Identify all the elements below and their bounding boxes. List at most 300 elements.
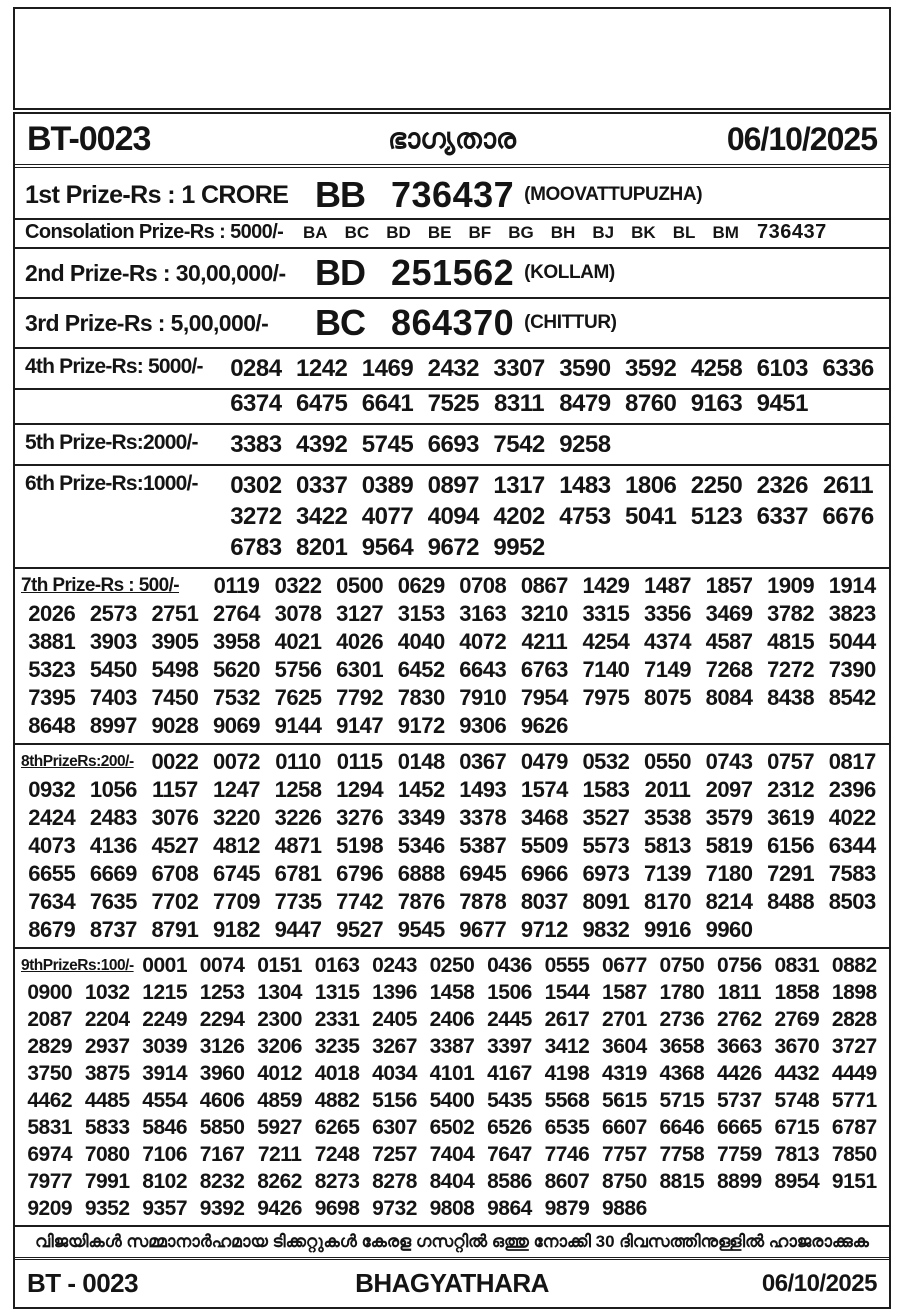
number-cell: 5044 (828, 629, 876, 654)
number-cell: 7395 (28, 685, 76, 710)
number-cell: 8438 (767, 685, 815, 710)
number-cell: 0074 (199, 954, 245, 977)
fifth-prize-label: 5th Prize-Rs:2000/- (25, 431, 198, 454)
number-cell: 2331 (314, 1008, 360, 1031)
number-cell: 7910 (459, 685, 507, 710)
footer-date: 06/10/2025 (761, 1269, 877, 1297)
number-cell: 0389 (361, 472, 414, 499)
number-cell: 2312 (767, 777, 815, 802)
number-cell: 3658 (659, 1035, 705, 1058)
number-cell: 6475 (296, 390, 348, 417)
number-row (21, 684, 883, 712)
number-cell: 3960 (199, 1062, 245, 1085)
number-cell: 1483 (559, 472, 611, 499)
number-cell: BJ (592, 222, 615, 242)
number-cell: 8899 (716, 1170, 762, 1193)
number-cell: 9144 (274, 713, 322, 738)
number-cell: 0532 (582, 749, 630, 774)
number-cell: 5123 (690, 503, 743, 530)
number-cell: 7404 (429, 1143, 475, 1166)
number-cell: 6265 (314, 1116, 360, 1139)
number-cell: 7403 (89, 685, 137, 710)
number-cell: 1469 (361, 355, 414, 382)
number-cell: 0151 (257, 954, 302, 977)
number-cell: 9357 (142, 1197, 188, 1220)
footer-draw-code: BT - 0023 (27, 1268, 139, 1298)
number-cell: 8737 (89, 917, 137, 942)
second-prize-label: 2nd Prize-Rs : 30,00,000/- (25, 259, 286, 286)
eighth-prize-section (15, 745, 889, 949)
number-cell: BD (386, 222, 411, 242)
fourth-prize-label: 4th Prize-Rs: 5000/- (25, 355, 203, 378)
number-cell: 0500 (336, 573, 384, 598)
number-row (21, 1168, 883, 1195)
number-cell: 3039 (142, 1035, 188, 1058)
number-cell: 1258 (274, 777, 322, 802)
number-cell: 0250 (429, 954, 475, 977)
number-cell: 9447 (274, 917, 322, 942)
result-table (13, 112, 891, 1309)
number-cell: 9209 (27, 1197, 73, 1220)
number-cell: 1811 (717, 981, 762, 1004)
number-row (21, 832, 883, 860)
number-cell: 0897 (427, 472, 479, 499)
number-cell: 4815 (767, 629, 815, 654)
number-cell: 6641 (361, 390, 414, 417)
first-prize-location: (MOOVATTUPUZHA) (524, 184, 703, 205)
number-cell: 7792 (336, 685, 384, 710)
number-cell: 7991 (84, 1170, 130, 1193)
number-cell: 5450 (89, 657, 137, 682)
number-cell: 3905 (151, 629, 199, 654)
number-cell: 7149 (644, 657, 691, 682)
number-cell: 2406 (429, 1008, 475, 1031)
number-cell: 7291 (767, 861, 815, 886)
first-prize-label: 1st Prize-Rs : 1 CRORE (25, 180, 289, 209)
number-cell: 1506 (487, 981, 532, 1004)
number-cell: BA (303, 222, 328, 242)
number-cell: 3727 (831, 1035, 877, 1058)
number-cell: 0302 (230, 472, 282, 499)
third-prize-series: BC (315, 302, 365, 343)
number-cell: 1396 (372, 981, 417, 1004)
number-cell: 1056 (89, 777, 137, 802)
number-cell: 4258 (690, 355, 743, 382)
number-cell: 9352 (84, 1197, 130, 1220)
number-cell: 1909 (767, 573, 815, 598)
number-cell: 3750 (27, 1062, 73, 1085)
number-row (21, 952, 883, 979)
number-cell: 7830 (397, 685, 445, 710)
number-cell: 5756 (274, 657, 322, 682)
number-cell: 7634 (28, 889, 76, 914)
number-cell: 3206 (257, 1035, 302, 1058)
number-cell: 7139 (644, 861, 691, 886)
number-cell: 1294 (336, 777, 384, 802)
number-cell: 6796 (336, 861, 384, 886)
number-cell: 7583 (828, 861, 876, 886)
number-cell: 6693 (427, 431, 479, 458)
number-cell: 4812 (213, 833, 260, 858)
number-cell: 1304 (257, 981, 302, 1004)
number-cell: 7625 (274, 685, 322, 710)
number-cell: 0817 (828, 749, 876, 774)
number-cell: 8262 (257, 1170, 302, 1193)
number-cell: 8075 (644, 685, 691, 710)
number-cell: 5850 (199, 1116, 245, 1139)
number-cell: 6787 (831, 1116, 877, 1139)
number-cell: 6452 (397, 657, 445, 682)
number-cell: BH (550, 222, 576, 242)
number-cell: 0284 (230, 355, 282, 382)
number-cell: 9172 (397, 713, 445, 738)
number-cell: 7211 (257, 1143, 302, 1166)
first-prize-row (15, 168, 889, 220)
number-cell: 6301 (336, 657, 384, 682)
number-cell: 9182 (213, 917, 260, 942)
number-cell: 5715 (659, 1089, 705, 1112)
number-cell: 1315 (314, 981, 360, 1004)
number-row (21, 888, 883, 916)
number-cell: 8102 (142, 1170, 188, 1193)
number-cell: 2829 (27, 1035, 73, 1058)
number-cell: 9564 (361, 534, 414, 561)
number-cell: 0367 (459, 749, 507, 774)
number-cell: 3383 (230, 431, 282, 458)
second-prize-number: 251562 (391, 252, 515, 293)
seventh-prize-label: 7th Prize-Rs : 500/- (21, 575, 179, 596)
consolation-prize-row (15, 220, 889, 249)
number-cell: 0555 (544, 954, 590, 977)
number-cell: 7850 (831, 1143, 877, 1166)
number-cell: 9672 (427, 534, 479, 561)
number-cell: 0757 (767, 749, 815, 774)
number-cell: 7977 (27, 1170, 73, 1193)
number-cell: 1247 (213, 777, 260, 802)
number-cell: 3881 (28, 629, 76, 654)
ninth-prize-section (15, 949, 889, 1227)
number-cell: 2762 (716, 1008, 762, 1031)
number-cell: 0110 (275, 749, 321, 774)
number-cell: 5573 (582, 833, 630, 858)
number-cell: 4012 (257, 1062, 302, 1085)
number-cell: 6344 (828, 833, 876, 858)
number-cell: 7758 (659, 1143, 705, 1166)
number-cell: 4167 (487, 1062, 532, 1085)
number-cell: 7876 (397, 889, 445, 914)
number-cell: 8232 (199, 1170, 245, 1193)
fourth-prize-section-cont (15, 388, 889, 425)
number-cell: 4018 (314, 1062, 360, 1085)
number-cell: 9451 (756, 390, 808, 417)
number-cell: 8170 (644, 889, 691, 914)
number-cell: 3782 (767, 601, 815, 626)
number-cell: 6643 (459, 657, 507, 682)
number-cell: 7080 (84, 1143, 130, 1166)
seventh-prize-section (15, 569, 889, 745)
number-cell: 0115 (336, 749, 383, 774)
number-cell: 8542 (828, 685, 876, 710)
number-cell: 9527 (336, 917, 384, 942)
number-cell: 2204 (84, 1008, 130, 1031)
number-cell: 6781 (274, 861, 322, 886)
number-cell: 3163 (459, 601, 507, 626)
number-cell: 9147 (336, 713, 384, 738)
number-cell: 1253 (199, 981, 245, 1004)
number-cell: 8997 (89, 713, 137, 738)
number-cell: 3220 (213, 805, 260, 830)
number-cell: 6973 (582, 861, 630, 886)
number-cell: 9808 (429, 1197, 475, 1220)
number-cell: 6103 (756, 355, 808, 382)
number-cell: 2611 (823, 472, 874, 499)
number-cell: 5771 (831, 1089, 877, 1112)
number-cell: 0743 (705, 749, 753, 774)
number-cell: 7106 (142, 1143, 188, 1166)
sixth-prize-label: 6th Prize-Rs:1000/- (25, 472, 198, 495)
number-cell: 3356 (644, 601, 691, 626)
number-cell: 1429 (582, 573, 630, 598)
number-cell: 8084 (705, 685, 753, 710)
number-cell: 2769 (774, 1008, 820, 1031)
number-cell: 6665 (716, 1116, 762, 1139)
number-cell: 2445 (487, 1008, 532, 1031)
number-cell: 2294 (199, 1008, 245, 1031)
number-cell: 6974 (27, 1143, 73, 1166)
number-cell: 4554 (142, 1089, 188, 1112)
number-cell: 4368 (659, 1062, 705, 1085)
consolation-number: 736437 (757, 221, 827, 243)
number-cell: 8201 (296, 534, 348, 561)
number-cell: 7954 (520, 685, 568, 710)
number-cell: 6336 (822, 355, 874, 382)
number-cell: 9916 (644, 917, 691, 942)
consolation-label: Consolation Prize-Rs : 5000/- (25, 221, 284, 243)
number-cell: 1458 (429, 981, 475, 1004)
number-cell: 4026 (336, 629, 384, 654)
number-cell: BE (427, 222, 452, 242)
number-cell: 6783 (230, 534, 282, 561)
number-cell: 1898 (831, 981, 877, 1004)
number-cell: 0629 (397, 573, 445, 598)
number-cell: 9886 (602, 1197, 647, 1220)
number-cell: 9306 (459, 713, 507, 738)
number-cell: 4072 (459, 629, 507, 654)
number-cell: 3315 (582, 601, 630, 626)
number-cell: 0479 (520, 749, 568, 774)
footer-bar (15, 1260, 889, 1307)
number-cell: 9698 (314, 1197, 360, 1220)
number-cell: 3226 (274, 805, 322, 830)
number-cell: 6502 (429, 1116, 475, 1139)
number-cell: 6607 (602, 1116, 647, 1139)
number-cell: 3210 (520, 601, 568, 626)
number-cell: 5831 (27, 1116, 73, 1139)
number-cell: 3126 (199, 1035, 245, 1058)
number-cell: 5435 (487, 1089, 532, 1112)
number-row (21, 600, 883, 628)
number-cell: 7878 (459, 889, 507, 914)
number-cell: 7757 (602, 1143, 647, 1166)
number-cell: 2405 (372, 1008, 417, 1031)
number-cell: 9712 (520, 917, 568, 942)
number-cell: 3422 (296, 503, 348, 530)
number-cell: 4254 (582, 629, 630, 654)
number-cell: 2483 (89, 805, 137, 830)
number-cell: 8760 (625, 390, 677, 417)
number-cell: 9832 (582, 917, 630, 942)
number-cell: 1157 (152, 777, 198, 802)
number-cell: 7140 (582, 657, 630, 682)
number-cell: 0337 (296, 472, 348, 499)
number-cell: 9069 (213, 713, 260, 738)
number-cell: 0163 (314, 954, 360, 977)
number-cell: 5323 (28, 657, 76, 682)
number-cell: 4211 (521, 629, 568, 654)
number-cell: 1487 (644, 573, 691, 598)
number-cell: 6374 (230, 390, 282, 417)
number-cell: 0001 (142, 954, 188, 977)
number-row (21, 712, 883, 740)
number-cell: 4202 (493, 503, 545, 530)
number-row (21, 748, 883, 776)
number-cell: 8278 (372, 1170, 417, 1193)
number-row (223, 501, 881, 532)
number-cell: 4527 (151, 833, 199, 858)
number-cell: 7702 (151, 889, 199, 914)
number-cell: 5745 (361, 431, 414, 458)
number-cell: 2937 (84, 1035, 130, 1058)
number-cell: 0550 (644, 749, 691, 774)
number-cell: 3670 (774, 1035, 820, 1058)
number-cell: 2011 (644, 777, 691, 802)
number-cell: 3127 (336, 601, 384, 626)
number-cell: 4077 (361, 503, 414, 530)
number-cell: 8954 (774, 1170, 820, 1193)
number-cell: 1806 (625, 472, 677, 499)
number-cell: 3153 (397, 601, 445, 626)
spacer-label (25, 388, 223, 419)
number-cell: 9626 (520, 713, 568, 738)
number-cell: 3276 (336, 805, 384, 830)
number-cell: 5833 (84, 1116, 130, 1139)
number-cell: 3272 (230, 503, 282, 530)
number-cell: 2617 (544, 1008, 590, 1031)
number-cell: 3267 (372, 1035, 417, 1058)
number-cell: 0867 (520, 573, 568, 598)
third-prize-number: 864370 (391, 302, 515, 343)
number-cell: 9545 (397, 917, 445, 942)
number-cell: 7272 (767, 657, 815, 682)
number-row (21, 1060, 883, 1087)
number-cell: 6676 (822, 503, 874, 530)
number-cell: 5737 (716, 1089, 762, 1112)
number-cell: 8503 (828, 889, 876, 914)
number-cell: 6888 (397, 861, 445, 886)
number-cell: 4374 (644, 629, 691, 654)
footer-lottery-name: BHAGYATHARA (355, 1268, 549, 1298)
number-cell: 7525 (427, 390, 479, 417)
number-cell: 4432 (774, 1062, 820, 1085)
number-cell: 3663 (716, 1035, 762, 1058)
number-cell: 4022 (828, 805, 876, 830)
number-cell: 4034 (372, 1062, 417, 1085)
number-cell: 2424 (28, 805, 76, 830)
number-cell: 7635 (89, 889, 137, 914)
lottery-title-malayalam: ഭാഗ്യതാര (387, 123, 516, 154)
number-cell: 9151 (831, 1170, 877, 1193)
number-cell: 3412 (544, 1035, 590, 1058)
number-cell: 1857 (705, 573, 753, 598)
number-cell: 3590 (559, 355, 611, 382)
number-row (21, 776, 883, 804)
number-cell: 0436 (487, 954, 532, 977)
number-row (21, 1087, 883, 1114)
number-cell: BF (468, 222, 492, 242)
number-cell: 0677 (602, 954, 647, 977)
number-cell: 4882 (314, 1089, 360, 1112)
number-cell: 8479 (559, 390, 611, 417)
number-cell: 1780 (659, 981, 705, 1004)
number-cell: 4136 (89, 833, 137, 858)
number-cell: 3468 (520, 805, 568, 830)
number-cell: 9960 (705, 917, 753, 942)
number-row (21, 1195, 883, 1222)
number-cell: 7450 (151, 685, 199, 710)
number-row (21, 628, 883, 656)
number-row (21, 1114, 883, 1141)
number-cell: 9952 (493, 534, 545, 561)
number-cell: 7390 (828, 657, 876, 682)
number-row (21, 1141, 883, 1168)
number-cell: 3397 (487, 1035, 532, 1058)
number-cell: BM (712, 222, 739, 242)
number-row (21, 1033, 883, 1060)
number-cell: 2087 (27, 1008, 73, 1031)
number-cell: 7257 (372, 1143, 417, 1166)
number-cell: 3307 (493, 355, 545, 382)
number-cell: 1032 (84, 981, 130, 1004)
number-cell: BL (672, 222, 696, 242)
number-cell: 9028 (151, 713, 199, 738)
number-cell: 6337 (756, 503, 808, 530)
number-cell: BG (508, 222, 534, 242)
number-cell: 5846 (142, 1116, 188, 1139)
number-cell: 5927 (257, 1116, 302, 1139)
number-cell: 8311 (494, 390, 545, 417)
number-cell: 1452 (397, 777, 445, 802)
number-cell: 4871 (274, 833, 322, 858)
number-cell: 2097 (705, 777, 753, 802)
number-cell: 3078 (274, 601, 322, 626)
number-cell: 1242 (296, 355, 348, 382)
number-cell: 9426 (257, 1197, 302, 1220)
number-cell: 5346 (397, 833, 445, 858)
number-cell: 7813 (774, 1143, 820, 1166)
number-cell: 2300 (257, 1008, 302, 1031)
number-cell: 9732 (372, 1197, 417, 1220)
number-cell: 3592 (625, 355, 677, 382)
number-cell: 1215 (142, 981, 188, 1004)
number-cell: 7709 (213, 889, 260, 914)
number-cell: 5400 (429, 1089, 475, 1112)
eighth-prize-label: 8thPrizeRs:200/- (21, 753, 134, 770)
number-row (223, 470, 881, 501)
number-cell: 4101 (429, 1062, 475, 1085)
number-cell: 0022 (151, 749, 199, 774)
number-row (21, 656, 883, 684)
number-row (21, 572, 883, 600)
